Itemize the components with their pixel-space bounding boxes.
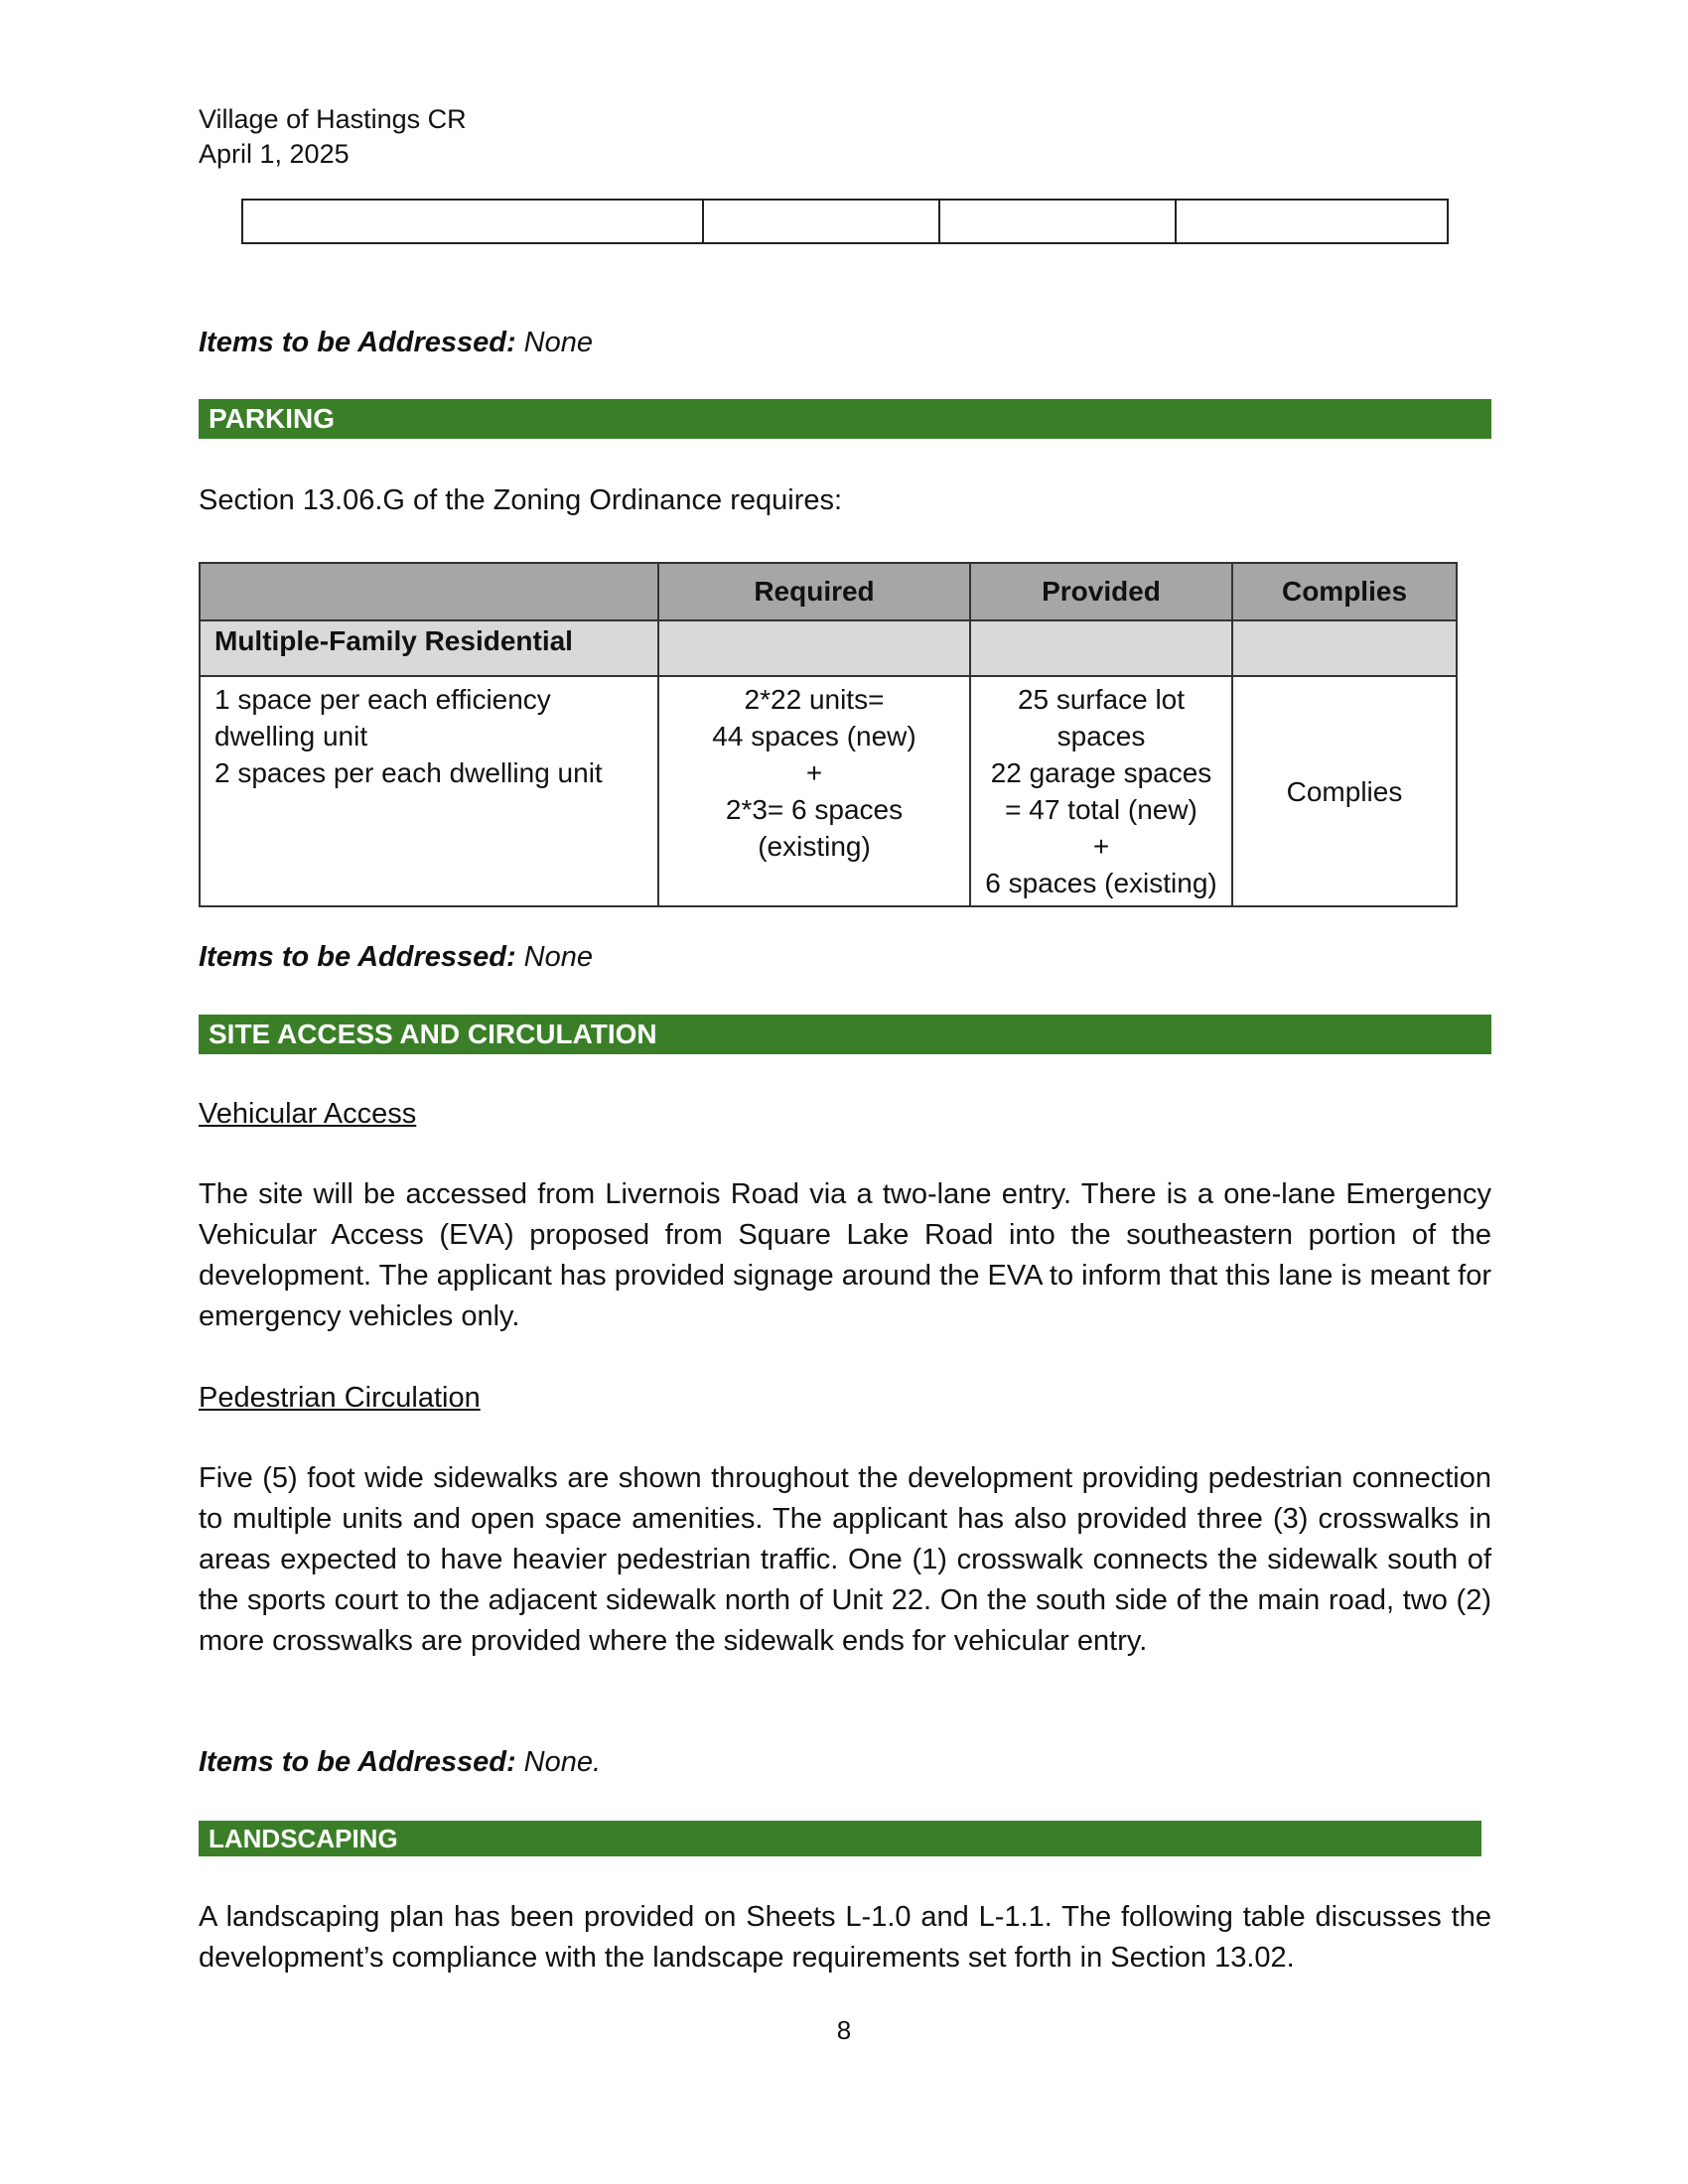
provided-cell (970, 676, 1232, 906)
table-cell (939, 200, 1176, 243)
pedestrian-circulation-paragraph: Five (5) foot wide sidewalks are shown throughout the development providing pedestrian connection to multiple units and open space amenities. The applicant has also provided three (3) crosswalks in areas expected to have heavier pedestrian traffic. One (1) crosswalk connects the sidewalk south of the sports court to the adjacent sidewalk north of Unit 22. On the south side of the main road, two (2) more crosswalks are provided where the sidewalk ends for vehicular entry. (199, 1462, 1491, 1657)
requirement-line: dwelling unit (214, 721, 368, 751)
section-heading-parking: PARKING (199, 399, 1491, 439)
parking-intro: Section 13.06.G of the Zoning Ordinance requires: (199, 484, 843, 516)
required-cell (658, 676, 970, 906)
header-organization: Village of Hastings CR (199, 104, 467, 134)
table-category-row (200, 620, 1457, 676)
section-heading-landscaping: LANDSCAPING (199, 1821, 1481, 1856)
provided-line: 22 garage spaces (990, 757, 1212, 788)
table-cell (703, 200, 939, 243)
table-cell (658, 620, 970, 676)
table-cell (242, 200, 703, 243)
subheading-pedestrian-circulation: Pedestrian Circulation (199, 1382, 481, 1414)
header-date: April 1, 2025 (199, 139, 350, 169)
page-number: 8 (836, 2015, 852, 2045)
required-line: 2*3= 6 spaces (725, 794, 904, 825)
provided-line: 6 spaces (existing) (985, 868, 1217, 898)
items-label: Items to be Addressed: (199, 941, 516, 973)
requirement-line: 2 spaces per each dwelling unit (214, 757, 603, 788)
subheading-vehicular-access: Vehicular Access (199, 1098, 417, 1130)
items-value: None (523, 941, 593, 973)
provided-line: spaces (1056, 721, 1146, 751)
vehicular-access-paragraph: The site will be accessed from Livernois Road via a two-lane entry. There is a one-lane Emergency Vehicular Access (EVA) proposed from Square Lake Road into the southeastern portion of the development. The applicant has provided signage around the EVA to inform that this lane is meant for emergency vehicles only. (199, 1178, 1491, 1332)
table-cell (1176, 200, 1448, 243)
continued-table (241, 199, 1449, 244)
items-value: None (523, 327, 593, 358)
table-row (242, 200, 1448, 243)
column-header-required: Required (658, 563, 970, 620)
items-value: None. (523, 1746, 602, 1778)
required-line: + (805, 757, 823, 788)
provided-line: + (1092, 831, 1110, 862)
table-cell (970, 620, 1232, 676)
requirement-cell (200, 676, 658, 906)
landscaping-paragraph: A landscaping plan has been provided on Sheets L-1.0 and L-1.1. The following table discusses the development’s compliance with the landscape requirements set forth in Section 13.02. (199, 1901, 1491, 1974)
requirement-line: 1 space per each efficiency (214, 684, 551, 715)
complies-cell: Complies (1232, 676, 1457, 906)
section-heading-site-access: SITE ACCESS AND CIRCULATION (199, 1015, 1491, 1054)
provided-line: = 47 total (new) (1005, 794, 1197, 825)
required-line: 2*22 units= (744, 684, 885, 715)
column-header (200, 563, 658, 620)
provided-line: 25 surface lot (1017, 684, 1186, 715)
items-label: Items to be Addressed: (199, 327, 516, 358)
required-line: (existing) (758, 831, 871, 862)
column-header-complies: Complies (1232, 563, 1457, 620)
items-to-be-addressed (199, 325, 593, 360)
category-label: Multiple-Family Residential (200, 620, 658, 676)
items-to-be-addressed (199, 1744, 601, 1780)
required-line: 44 spaces (new) (712, 721, 916, 751)
column-header-provided: Provided (970, 563, 1232, 620)
table-row (200, 676, 1457, 906)
table-header-row (200, 563, 1457, 620)
items-label: Items to be Addressed: (199, 1746, 516, 1778)
table-cell (1232, 620, 1457, 676)
parking-table (199, 562, 1458, 907)
items-to-be-addressed (199, 939, 593, 975)
